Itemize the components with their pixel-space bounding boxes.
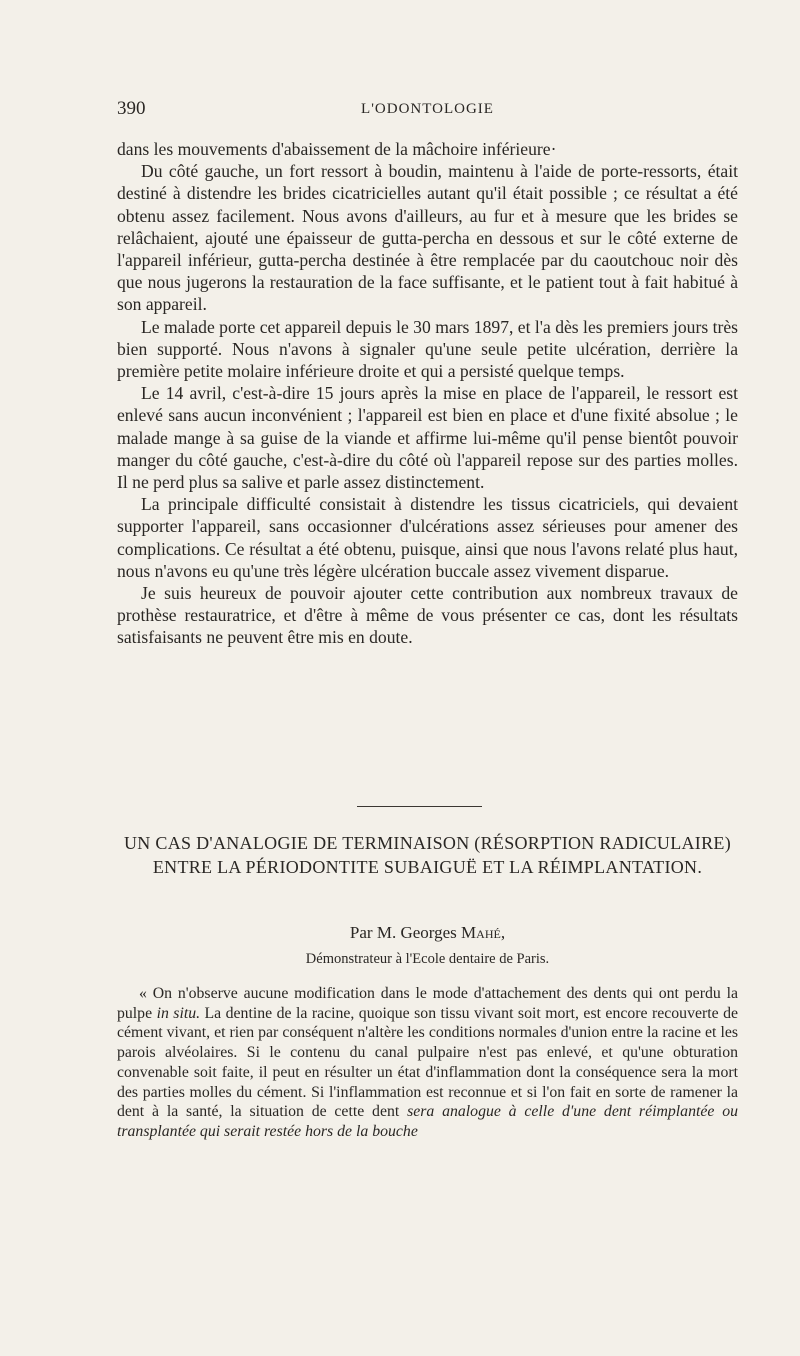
author-name: Mahé, (461, 923, 506, 942)
paragraph: La principale difficulté consistait à distendre les tissus cicatriciels, qui devaient supporter l'appareil, sans occasionner d'ulcérations assez sérieuses pour amener des complications. Ce résultat a été obtenu, puisque, ainsi que nous l'avons relaté plus haut, nous n'avons eu qu'une très légère ulcération buccale assez vivement disparue. (117, 494, 738, 581)
paragraph: Je suis heureux de pouvoir ajouter cette contribution aux nombreux travaux de prothèse restauratrice, et d'être à même de vous présenter ce cas, dont les résultats satisfaisants ne peuvent être mis en doute. (117, 583, 738, 648)
quote-paragraph (117, 984, 738, 1142)
author-affiliation: Démonstrateur à l'Ecole dentaire de Paris. (305, 951, 550, 967)
section-divider (357, 806, 482, 807)
quote-text: « On n'observe aucune modification dans le mode d'attachement des dents qui ont perdu la pulpe (117, 985, 738, 1022)
quote-italic: in situ. (156, 1004, 201, 1022)
paragraph: Du côté gauche, un fort ressort à boudin, maintenu à l'aide de porte-ressorts, était destiné à distendre les brides cicatricielles autant qu'il était possible ; ce résultat a été obtenu assez facilement. Nous avons d'ailleurs, au fur et à mesure que les brides se relâchaient, ajouté une épaisseur de gutta-percha en dessous et sur le côté externe de l'appareil inférieur, gutta-percha destinée à être remplacée par du caoutchouc noir dès que nous jugerons la restauration de la face suffisante, et le patient tout à fait habitué à son appareil. (117, 161, 738, 315)
paragraph: dans les mouvements d'abaissement de la mâchoire inférieure· (117, 139, 557, 159)
quote-text: La dentine de la racine, quoique son tissu vivant soit mort, est encore recouverte de cément vivant, et rien par conséquent n'altère les conditions normales d'union entre la racine et les parois alvéolaires. Si le contenu du canal pulpaire n'est pas enlevé, et qu'une obturation convenable soit faite, il peut en résulter un état d'inflammation dont la conséquence sera la mort des parties molles du cément. Si l'inflammation est reconnue et si l'on fait en sorte de ramener la dent à la santé, la situation de cette dent (117, 1004, 738, 1121)
main-text (117, 138, 738, 649)
paragraph: Le 14 avril, c'est-à-dire 15 jours après la mise en place de l'appareil, le ressort est enlevé sans aucun inconvénient ; l'appareil est bien en place et d'une fixité absolue ; le malade mange à sa guise de la viande et affirme lui-même qu'il pense bientôt pouvoir manger du côté gauche, c'est-à-dire du côté où l'appareil repose sur des parties molles. Il ne perd plus sa salive et parle assez distinctement. (117, 383, 738, 493)
page-number: 390 (117, 98, 146, 119)
quoted-text (117, 984, 738, 1142)
running-head: L'ODONTOLOGIE (361, 101, 494, 117)
quote-italic: sera analogue à celle d'une dent réimplantée ou transplantée qui serait restée hors de la bouche (117, 1103, 738, 1140)
paragraph: Le malade porte cet appareil depuis le 30 mars 1897, et l'a dès les premiers jours très bien supporté. Nous n'avons à signaler qu'une seule petite ulcération, derrière la première petite molaire inférieure droite et qui a persisté quelque temps. (117, 316, 738, 382)
byline-prefix: Par M. Georges (349, 923, 462, 942)
byline (117, 923, 738, 943)
article-title: UN CAS D'ANALOGIE DE TERMINAISON (RÉSORPTION RADICULAIRE) ENTRE LA PÉRIODONTITE SUBAIGUË ET LA RÉIMPLANTATION. (124, 833, 731, 877)
page-header (117, 98, 738, 124)
